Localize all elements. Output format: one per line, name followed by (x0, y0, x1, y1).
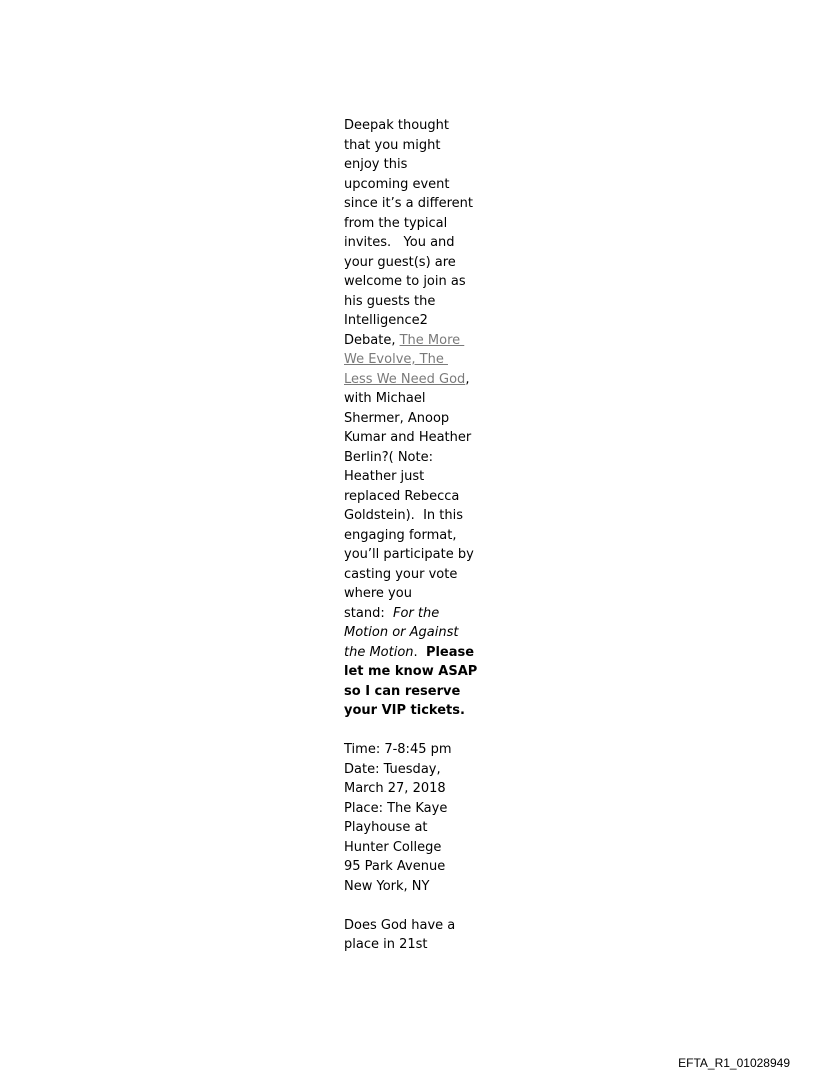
debate-line (344, 350, 476, 370)
text-line: his guests the (344, 293, 436, 309)
text-line: Intelligence2 (344, 313, 428, 328)
event-place: Playhouse at (344, 820, 428, 835)
event-address: New York, NY (344, 878, 430, 894)
text-line: welcome to join as (344, 274, 466, 289)
event-details (344, 740, 476, 896)
debate-line (344, 370, 476, 390)
event-date: March 27, 2018 (344, 781, 446, 796)
rsvp-request: your VIP tickets. (344, 703, 465, 718)
invitation-paragraph (344, 116, 476, 721)
debate-title-link[interactable]: The More (399, 332, 465, 348)
motion-period: . (413, 644, 426, 660)
debate-prefix: Debate, (344, 332, 400, 348)
paragraph-gap (344, 896, 476, 916)
motion-text: the Motion (344, 644, 414, 660)
debate-line (344, 331, 476, 351)
text-line: upcoming event (344, 176, 450, 192)
text-line: from the typical (344, 215, 448, 231)
stand-line (344, 604, 476, 624)
text-line: engaging format, (344, 527, 457, 543)
event-place: Hunter College (344, 839, 442, 855)
text-line: where you (344, 586, 412, 601)
rsvp-request: let me know ASAP (344, 664, 478, 679)
motion-text: Motion or Against (344, 625, 459, 640)
rsvp-request: so I can reserve (344, 683, 461, 699)
motion-text: For the (392, 605, 440, 621)
text-line: replaced Rebecca (344, 488, 460, 504)
text-line: Kumar and Heather (344, 430, 472, 445)
text-line: place in 21st (344, 937, 428, 952)
text-line: your guest(s) are (344, 254, 456, 270)
motion-line (344, 643, 476, 663)
text-line: Heather just (344, 469, 425, 484)
text-line: Goldstein). In this (344, 508, 464, 523)
text-line: Shermer, Anoop (344, 410, 450, 426)
text-line: that you might (344, 137, 441, 153)
event-time: Time: 7-8:45 pm (344, 742, 452, 757)
document-id: EFTA_R1_01028949 (678, 1056, 790, 1070)
text-line: since it’s a different (344, 196, 473, 211)
paragraph-gap (344, 721, 476, 741)
text-line: you’ll participate by (344, 547, 474, 562)
event-date: Date: Tuesday, (344, 761, 441, 777)
event-place: Place: The Kaye (344, 800, 448, 816)
rsvp-request: Please (425, 644, 475, 660)
text-line: casting your vote (344, 566, 458, 582)
debate-title-link[interactable]: Less We Need God (344, 371, 466, 387)
email-body-column (344, 116, 476, 955)
text-line: enjoy this (344, 157, 408, 172)
debate-title-link[interactable]: We Evolve, The (344, 352, 448, 367)
closing-paragraph (344, 916, 476, 955)
stand-prefix: stand: (344, 605, 393, 621)
text-line: invites. You and (344, 235, 455, 250)
text-line: with Michael (344, 391, 426, 406)
text-line: Deepak thought (344, 118, 450, 133)
event-address: 95 Park Avenue (344, 859, 446, 874)
text-line: Berlin?( Note: (344, 449, 433, 465)
link-suffix: , (465, 371, 470, 387)
text-line: Does God have a (344, 917, 456, 933)
